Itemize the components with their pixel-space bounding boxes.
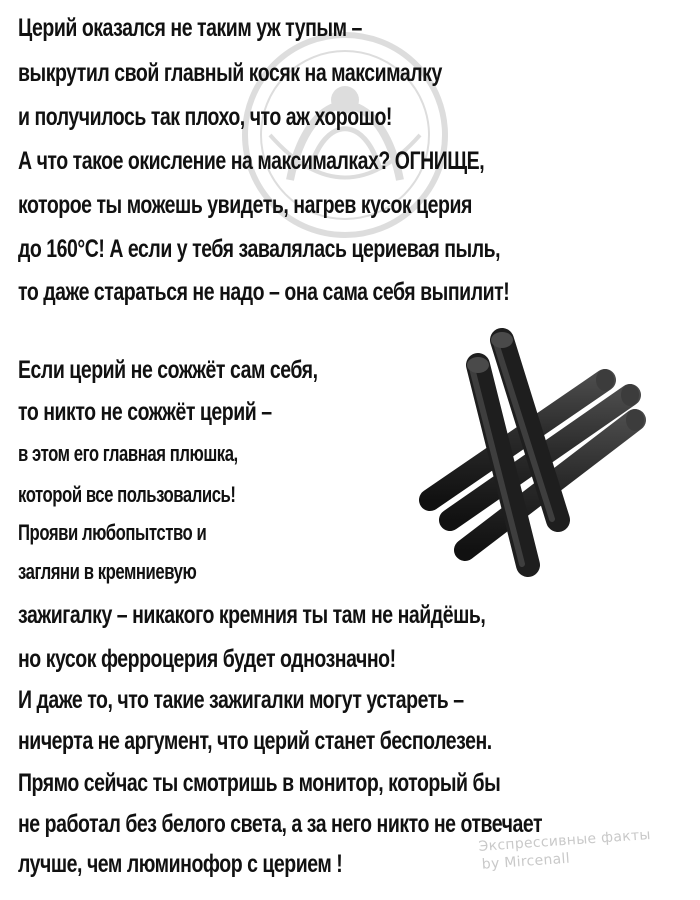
- text-line: и получилось так плохо, что аж хорошо!: [18, 103, 392, 131]
- text-line: не работал без белого света, а за него никто не отвечает: [18, 810, 543, 838]
- credit-title: Экспрессивные факты: [478, 826, 652, 855]
- text-line: в этом его главная плюшка,: [18, 441, 238, 466]
- credit-author: by Mircenall: [481, 850, 571, 873]
- ferrocerium-rods-image: [410, 320, 680, 590]
- text-line: А что такое окисление на максималках? ОГНИЩЕ,: [18, 147, 485, 175]
- text-line: Прояви любопытство и: [18, 520, 207, 545]
- text-line: ничерта не аргумент, что церий станет бесполезен.: [18, 727, 492, 755]
- text-line: зажигалку – никакого кремния ты там не найдёшь,: [18, 601, 486, 629]
- text-line: которое ты можешь увидеть, нагрев кусок церия: [18, 191, 472, 219]
- text-line: Церий оказался не таким уж тупым –: [18, 14, 362, 42]
- text-line: которой все пользовались!: [18, 482, 236, 507]
- text-line: Прямо сейчас ты смотришь в монитор, который бы: [18, 769, 501, 797]
- text-line: выкрутил свой главный косяк на максималку: [18, 59, 442, 87]
- text-line: то даже стараться не надо – она сама себя выпилит!: [18, 278, 510, 306]
- text-line: лучше, чем люминофор с церием !: [18, 850, 343, 878]
- text-line: И даже то, что такие зажигалки могут устареть –: [18, 686, 464, 714]
- text-line: до 160°C! А если у тебя завалялась цериевая пыль,: [18, 235, 501, 263]
- text-line: но кусок ферроцерия будет однозначно!: [18, 645, 396, 673]
- text-line: загляни в кремниевую: [18, 559, 197, 584]
- text-line: Если церий не сожжёт сам себя,: [18, 356, 318, 384]
- text-line: то никто не сожжёт церий –: [18, 398, 272, 426]
